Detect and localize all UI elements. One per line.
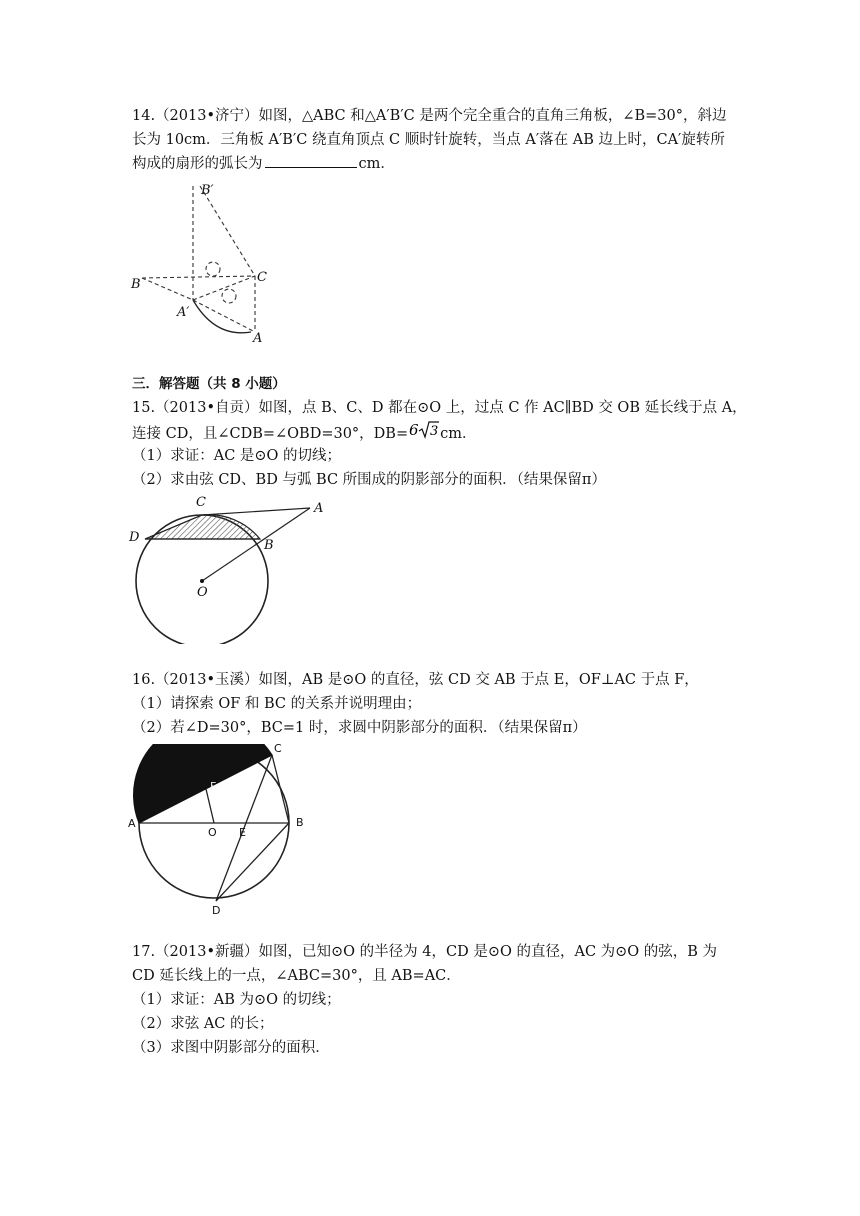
q16-chord-cb (272, 755, 289, 823)
q16-label-a: A (128, 817, 136, 830)
q16-label-o: O (208, 826, 217, 839)
q15-label-a: A (314, 501, 324, 516)
q14-edge-aprime-a (193, 300, 255, 332)
q15-label-b: B (264, 538, 274, 553)
q16-label-e: E (239, 826, 246, 839)
q14-text-line3-after: cm． (358, 156, 395, 172)
section-title: 三．解答题（共 8 小题） (132, 376, 286, 392)
q17-text-line1: 17.（2013•新疆）如图，已知⊙O 的半径为 4，CD 是⊙O 的直径，AC 为⊙O 的弦，B 为 (132, 944, 718, 960)
q16-part1: （1）请探索 OF 和 BC 的关系并说明理由； (132, 696, 422, 712)
q16-segment-of (206, 789, 214, 823)
q14-text-line1: 14.（2013•济宁）如图，△ABC 和△A′B′C 是两个完全重合的直角三角板，∠B=30°，斜边 (132, 108, 727, 124)
q17-part3: （3）求图中阴影部分的面积． (132, 1040, 330, 1056)
q16-label-d: D (212, 904, 221, 916)
q16-label-b: B (296, 816, 304, 829)
q14-angle-mark-1 (206, 262, 220, 276)
q15-part2: （2）求由弦 CD、BD 与弧 BC 所围成的阴影部分的面积．（结果保留π） (132, 472, 606, 488)
q15-sqrt-rad: 3 (430, 424, 439, 439)
q15-figure (120, 494, 340, 644)
q17-part2: （2）求弦 AC 的长； (132, 1016, 274, 1032)
q15-text-line2-before: 连接 CD，且∠CDB=∠OBD=30°，DB= (132, 426, 409, 442)
q14-text-line2: 长为 10cm．三角板 A′B′C 绕直角顶点 C 顺时针旋转，当点 A′落在 AB 边上时，CA′旋转所 (132, 132, 725, 148)
q15-text-line2-after: cm． (440, 426, 477, 442)
q15-part1: （1）求证：AC 是⊙O 的切线； (132, 448, 342, 464)
q14-label-a-prime: A′ (177, 305, 190, 320)
q15-sqrt-symbol (408, 420, 440, 440)
q17-text-line2: CD 延长线上的一点，∠ABC=30°，且 AB=AC． (132, 968, 461, 984)
q15-label-d: D (129, 530, 140, 545)
q15-center-o (200, 579, 204, 583)
q15-label-o: O (197, 585, 208, 600)
q14-text-line3-before: 构成的扇形的弧长为 (132, 156, 263, 172)
q16-text-line1: 16.（2013•玉溪）如图，AB 是⊙O 的直径，弦 CD 交 AB 于点 E，OF⊥AC 于点 F， (132, 672, 699, 688)
q14-label-c: C (257, 270, 267, 285)
q15-label-c: C (196, 495, 206, 510)
q16-figure (124, 744, 324, 916)
q15-text-line1: 15.（2013•自贡）如图，点 B、C、D 都在⊙O 上，过点 C 作 AC∥BD 交 OB 延长线于点 A， (132, 400, 747, 416)
q14-text-line3 (132, 152, 732, 176)
q14-label-b-prime: B′ (201, 183, 214, 198)
q16-shaded-region (134, 744, 272, 823)
q14-edge-bprime-c (200, 186, 255, 276)
q16-part2: （2）若∠D=30°，BC=1 时，求圆中阴影部分的面积．（结果保留π） (132, 720, 587, 736)
q15-line-ca (202, 508, 310, 515)
q15-sqrt-coef: 6 (409, 421, 419, 439)
q15-shaded-region (145, 515, 260, 539)
q14-answer-blank (265, 153, 357, 168)
q17-part1: （1）求证：AB 为⊙O 的切线； (132, 992, 341, 1008)
q14-figure (125, 180, 285, 350)
q14-angle-mark-2 (222, 289, 236, 303)
q14-edge-aprime-c (193, 276, 255, 300)
q14-label-a: A (253, 331, 263, 346)
q14-edge-b-aprime (142, 278, 193, 300)
q14-edge-b-c (142, 276, 255, 278)
q14-label-b: B (131, 277, 141, 292)
q16-label-c: C (274, 744, 282, 755)
q16-label-f: F (210, 780, 217, 793)
